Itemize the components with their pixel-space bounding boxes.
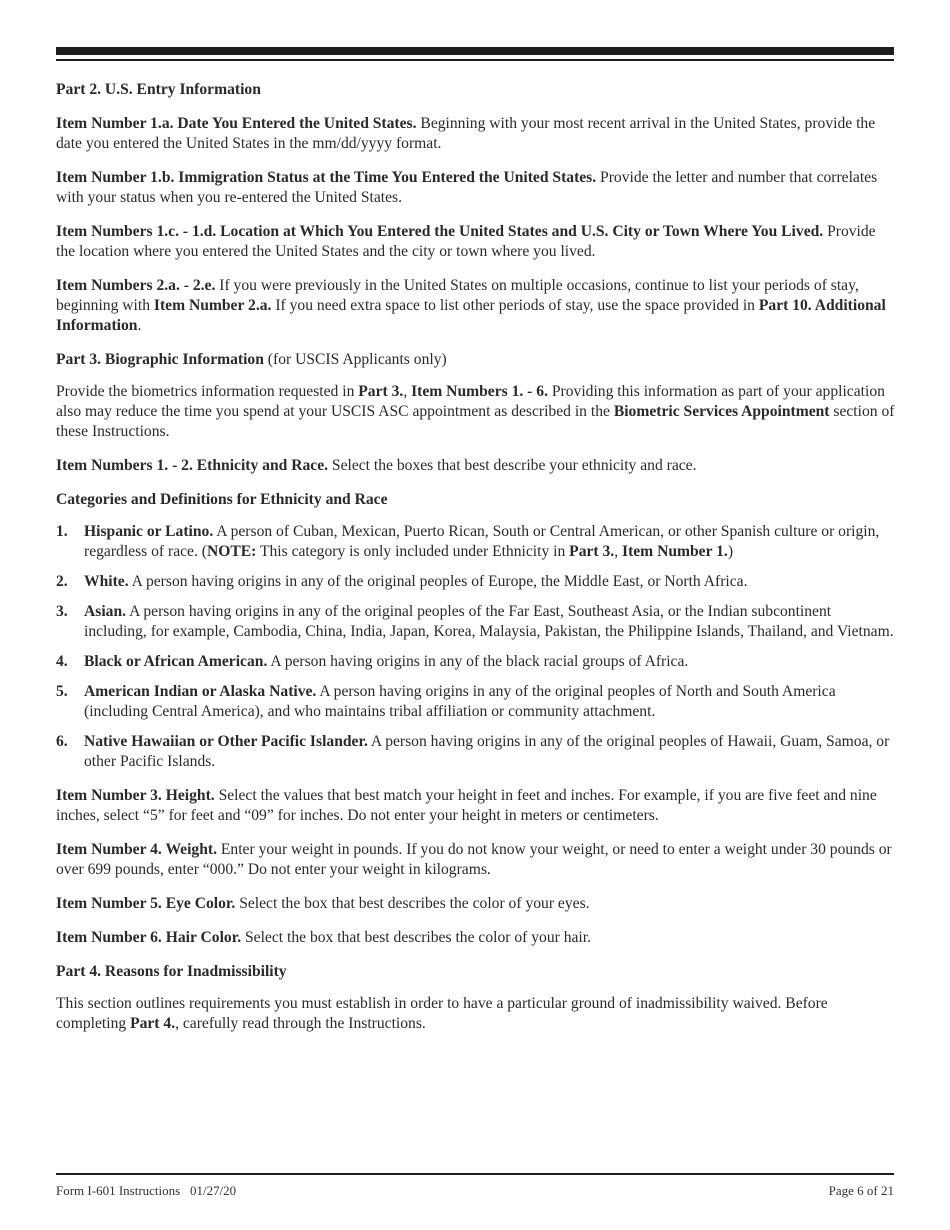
list-item bbox=[56, 682, 896, 722]
category-title: American Indian or Alaska Native. bbox=[84, 683, 317, 700]
item-1c-text: Provide the location where you entered the United States and the city or town where you lived. bbox=[56, 223, 876, 260]
eye-color-paragraph bbox=[56, 894, 896, 914]
category-title: Hispanic or Latino. bbox=[84, 523, 214, 540]
item-1c-title: Item Numbers 1.c. - 1.d. Location at Which You Entered the United States and U.S. City or Town Where You Lived. bbox=[56, 223, 824, 240]
part4-text-2: , carefully read through the Instructions. bbox=[175, 1015, 426, 1032]
category-text-3: , bbox=[614, 543, 622, 560]
part3-heading: Part 3. Biographic Information bbox=[56, 351, 264, 368]
part3-intro bbox=[56, 382, 896, 442]
footer-rule bbox=[56, 1173, 894, 1175]
list-item bbox=[56, 732, 896, 772]
hair-color-paragraph bbox=[56, 928, 896, 948]
part3-ref: Part 3. bbox=[358, 383, 404, 400]
ethnicity-paragraph bbox=[56, 456, 896, 476]
list-number: 1. bbox=[56, 523, 68, 540]
category-text: A person having origins in any of the original peoples of Hawaii, Guam, Samoa, or other Pacific Islands. bbox=[84, 733, 890, 770]
item-2a-text-3: . bbox=[137, 317, 142, 334]
biometric-appointment-ref: Biometric Services Appointment bbox=[613, 403, 830, 420]
category-title: Asian. bbox=[84, 603, 127, 620]
categories-heading: Categories and Definitions for Ethnicity and Race bbox=[56, 491, 388, 508]
part4-heading: Part 4. Reasons for Inadmissibility bbox=[56, 963, 287, 980]
list-item bbox=[56, 572, 896, 592]
list-text bbox=[84, 602, 896, 642]
list-text bbox=[84, 522, 896, 562]
item-1a-title: Item Number 1.a. Date You Entered the United States. bbox=[56, 115, 417, 132]
ethnicity-title: Item Numbers 1. - 2. Ethnicity and Race. bbox=[56, 457, 329, 474]
item-2a-paragraph bbox=[56, 276, 896, 336]
category-title: Black or African American. bbox=[84, 653, 268, 670]
part4-text: This section outlines requirements you must establish in order to have a particular ground of inadmissibility waived. Before completing bbox=[56, 995, 828, 1032]
item-1a-paragraph bbox=[56, 114, 896, 154]
category-text: A person having origins in any of the original peoples of Europe, the Middle East, or North Africa. bbox=[128, 573, 748, 590]
item-2a-text: If you were previously in the United States on multiple occasions, continue to list your periods of stay, beginning with bbox=[56, 277, 859, 314]
part10-ref: Part 10. Additional Information bbox=[56, 297, 886, 334]
item-numbers-ref: Item Numbers 1. - 6. bbox=[411, 383, 548, 400]
weight-paragraph bbox=[56, 840, 896, 880]
part4-ref: Part 4. bbox=[130, 1015, 176, 1032]
document-body bbox=[56, 80, 896, 1034]
list-number: 6. bbox=[56, 733, 68, 750]
part3-intro-text-2: , bbox=[403, 383, 412, 400]
item-number-ref: Item Number 1. bbox=[622, 543, 728, 560]
item-1b-text: Provide the letter and number that correlates with your status when you re-entered the United States. bbox=[56, 169, 878, 206]
part3-heading-line bbox=[56, 350, 896, 370]
item-1b-paragraph bbox=[56, 168, 896, 208]
item-2a-text-2: If you need extra space to list other periods of stay, use the space provided in bbox=[271, 297, 759, 314]
list-number: 5. bbox=[56, 683, 68, 700]
note-label: NOTE: bbox=[206, 543, 257, 560]
list-item bbox=[56, 652, 896, 672]
page-number: Page 6 of 21 bbox=[828, 1183, 894, 1198]
list-number: 3. bbox=[56, 603, 68, 620]
list-text bbox=[84, 652, 896, 672]
item-1b-title: Item Number 1.b. Immigration Status at the Time You Entered the United States. bbox=[56, 169, 597, 186]
height-paragraph bbox=[56, 786, 896, 826]
page-footer bbox=[56, 1183, 894, 1199]
list-text bbox=[84, 682, 896, 722]
part4-paragraph bbox=[56, 994, 896, 1034]
list-text bbox=[84, 732, 896, 772]
category-text: A person having origins in any of the black racial groups of Africa. bbox=[267, 653, 689, 670]
part3-intro-text-3: Providing this information as part of your application also may reduce the time you spend at your USCIS ASC appointment as described in the bbox=[56, 383, 885, 420]
part3-intro-text: Provide the biometrics information requested in bbox=[56, 383, 359, 400]
category-text: A person having origins in any of the original peoples of North and South America (including Central America), and who maintains tribal affiliation or community attachment. bbox=[84, 683, 836, 720]
part2-heading: Part 2. U.S. Entry Information bbox=[56, 81, 261, 98]
category-title: Native Hawaiian or Other Pacific Islander. bbox=[84, 733, 368, 750]
height-title: Item Number 3. Height. bbox=[56, 787, 215, 804]
item-2a-title: Item Numbers 2.a. - 2.e. bbox=[56, 277, 216, 294]
part3-heading-suffix: (for USCIS Applicants only) bbox=[263, 351, 447, 368]
eye-color-title: Item Number 5. Eye Color. bbox=[56, 895, 236, 912]
category-text-4: ) bbox=[727, 543, 734, 560]
form-identifier: Form I-601 Instructions 01/27/20 bbox=[56, 1183, 237, 1198]
list-number: 4. bbox=[56, 653, 68, 670]
category-title: White. bbox=[84, 573, 129, 590]
category-text: A person of Cuban, Mexican, Puerto Rican, South or Central American, or other Spanish culture or origin, regardless of race. ( bbox=[84, 523, 880, 560]
category-text-2: This category is only included under Ethnicity in bbox=[256, 543, 570, 560]
item-1c-paragraph bbox=[56, 222, 896, 262]
ethnicity-text: Select the boxes that best describe your ethnicity and race. bbox=[328, 457, 697, 474]
weight-title: Item Number 4. Weight. bbox=[56, 841, 217, 858]
eye-color-text: Select the box that best describes the color of your eyes. bbox=[235, 895, 590, 912]
list-item bbox=[56, 602, 896, 642]
height-text: Select the values that best match your height in feet and inches. For example, if you are five feet and nine inches, select “5” for feet and “09” for inches. Do not enter your height in meters or centimeters. bbox=[56, 787, 877, 824]
category-text: A person having origins in any of the original peoples of the Far East, Southeast Asia, or the Indian subcontinent including, for example, Cambodia, China, India, Japan, Korea, Malaysia, Pakistan, the Philippine Islands, Thailand, and Vietnam. bbox=[84, 603, 894, 640]
item-2a-ref: Item Number 2.a. bbox=[153, 297, 272, 314]
hair-color-title: Item Number 6. Hair Color. bbox=[56, 929, 242, 946]
list-text bbox=[84, 572, 896, 592]
categories-list bbox=[56, 522, 896, 772]
item-1a-text: Beginning with your most recent arrival in the United States, provide the date you entered the United States in the mm/dd/yyyy format. bbox=[56, 115, 876, 152]
hair-color-text: Select the box that best describes the color of your hair. bbox=[241, 929, 591, 946]
weight-text: Enter your weight in pounds. If you do not know your weight, or need to enter a weight under 30 pounds or over 699 pounds, enter “000.” Do not enter your weight in kilograms. bbox=[56, 841, 892, 878]
part3-intro-text-4: section of these Instructions. bbox=[56, 403, 895, 440]
part3-ref: Part 3. bbox=[569, 543, 615, 560]
header-rule-thick bbox=[56, 47, 894, 55]
header-rule-thin bbox=[56, 59, 894, 61]
list-number: 2. bbox=[56, 573, 68, 590]
list-item bbox=[56, 522, 896, 562]
